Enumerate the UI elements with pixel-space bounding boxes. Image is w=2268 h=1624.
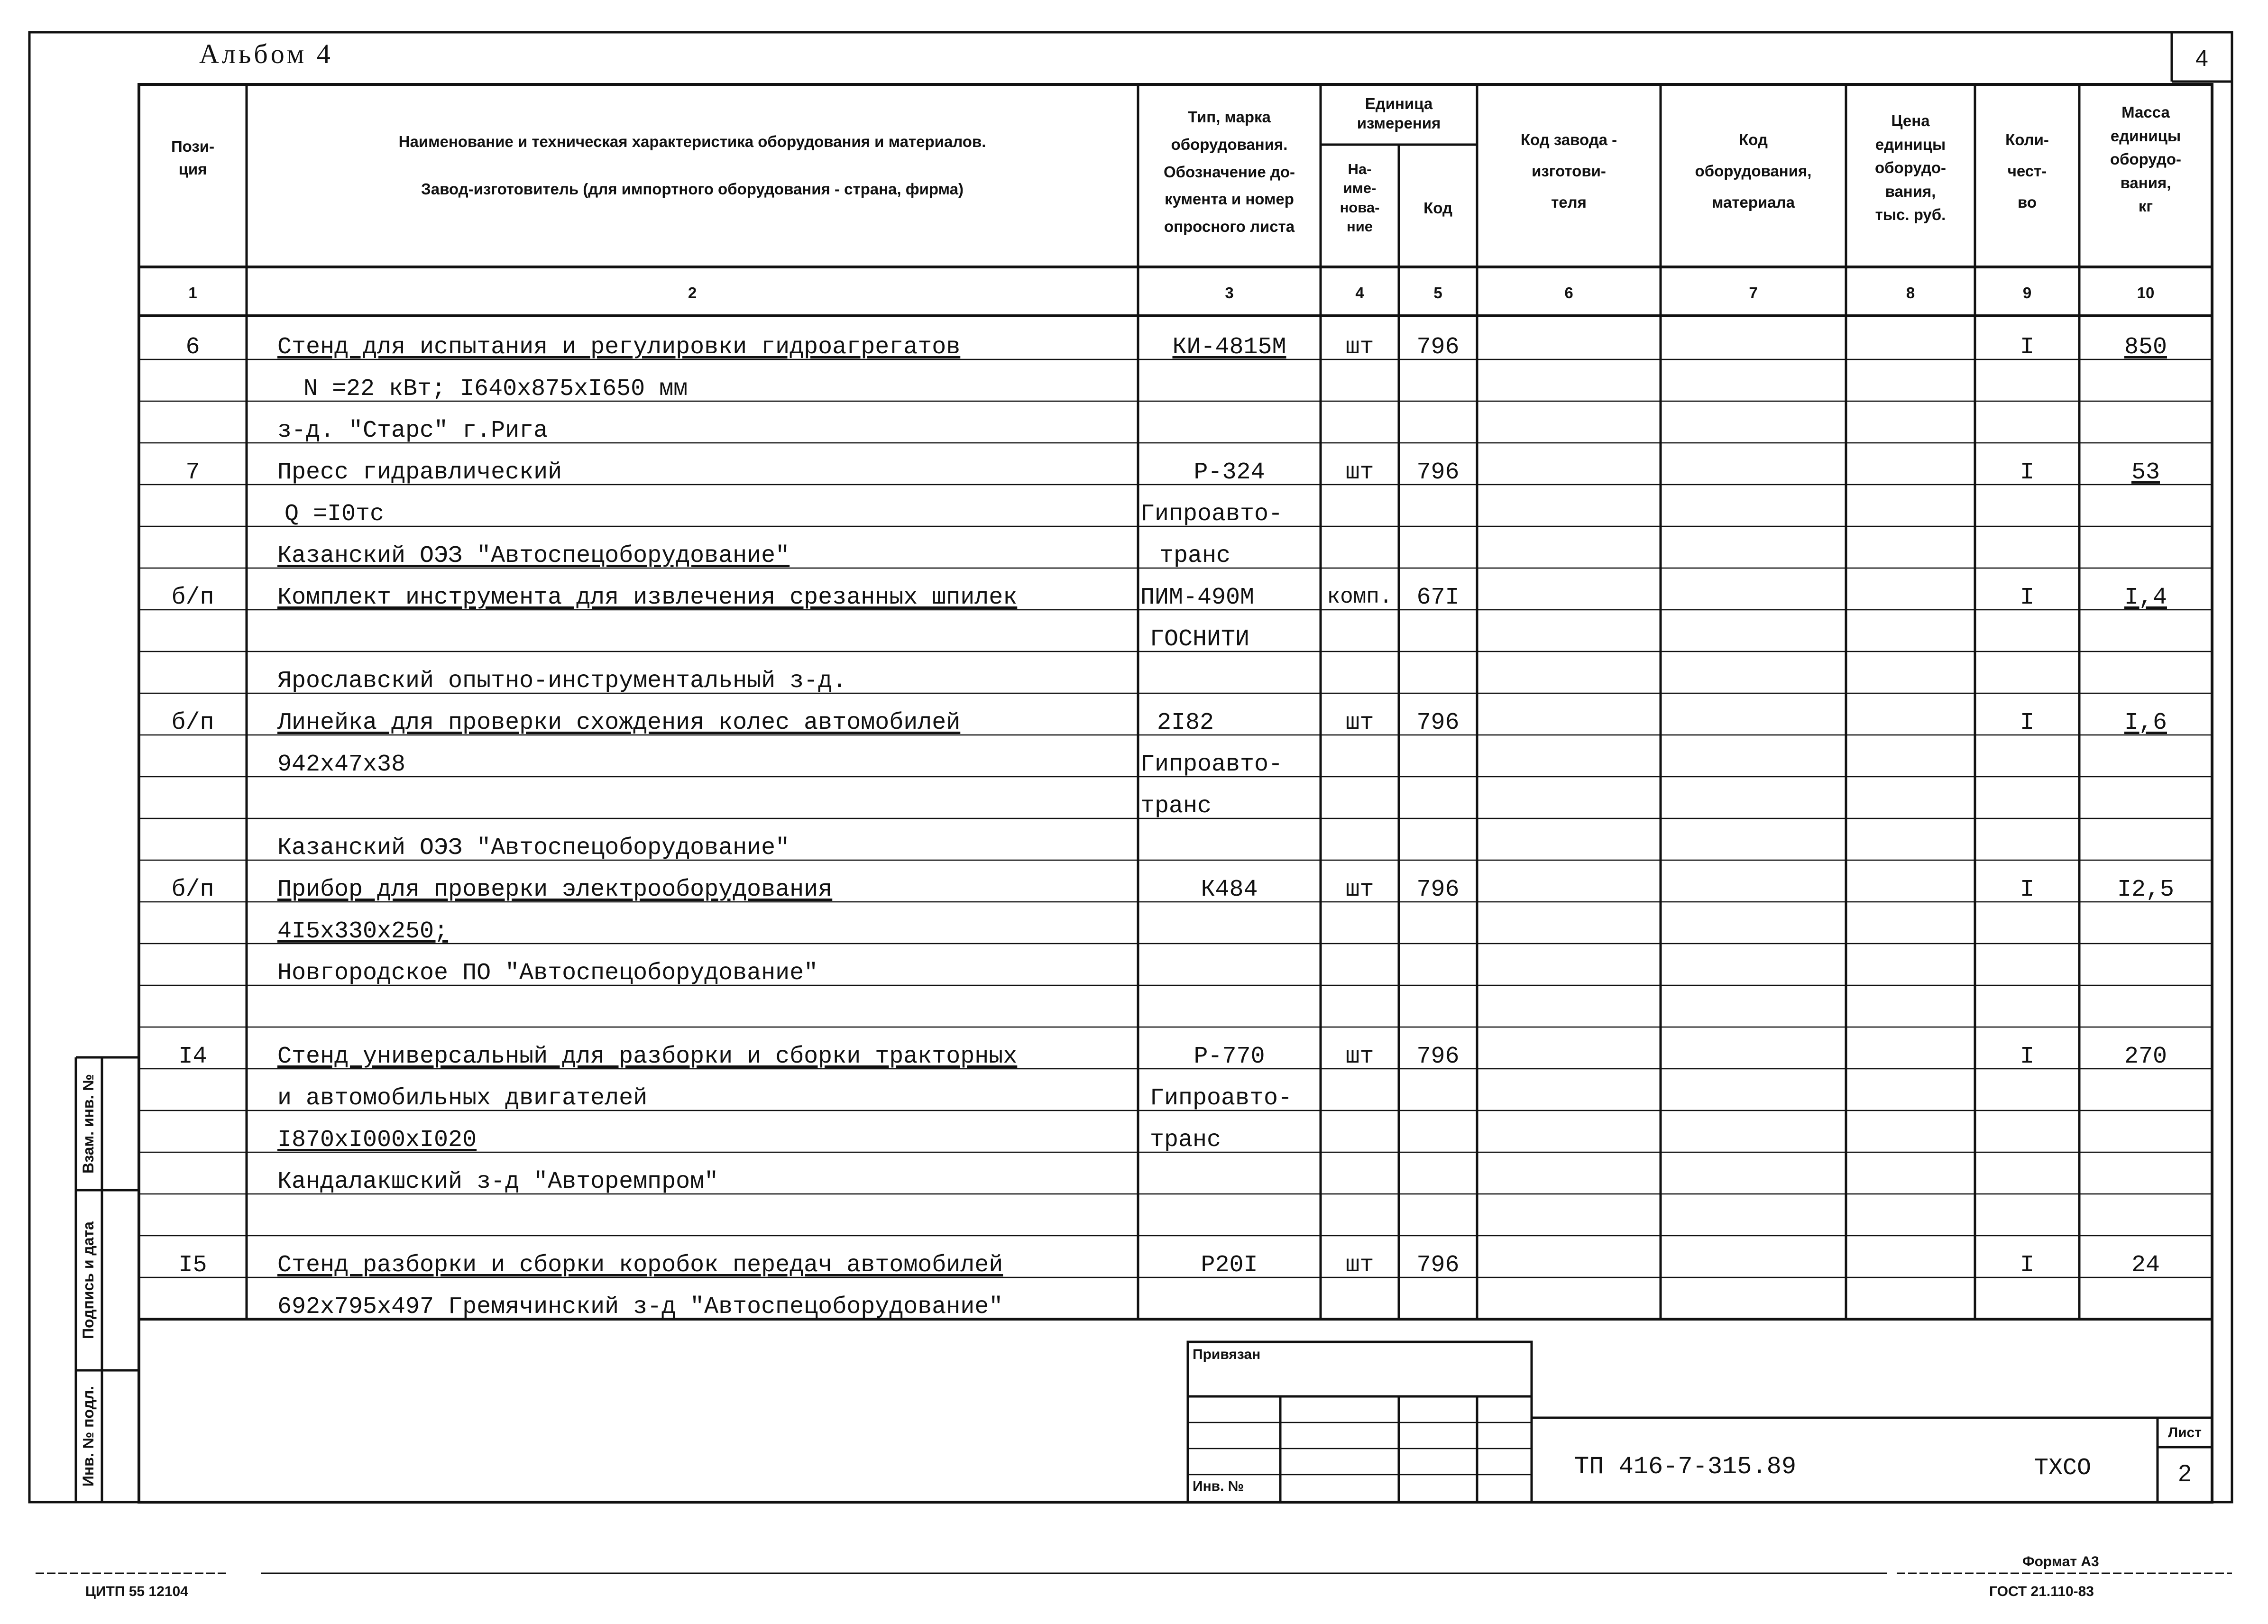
table-cell-type: Гипроавто- <box>1150 1085 1293 1112</box>
column-number: 9 <box>2022 284 2032 302</box>
table-cell-code: 796 <box>1416 1252 1460 1279</box>
document-code: ТП 416-7-315.89 <box>1574 1453 1797 1481</box>
column-number: 7 <box>1749 284 1758 302</box>
table-cell-position: I5 <box>178 1252 207 1279</box>
table-cell-name: Стенд универсальный для разборки и сборки тракторных <box>277 1043 1018 1070</box>
table-cell-position: 7 <box>185 459 200 486</box>
table-cell-mass: 53 <box>2131 459 2160 486</box>
table-cell-code: 796 <box>1416 459 1460 486</box>
table-cell-code: 796 <box>1416 1043 1460 1070</box>
table-cell-type: Гипроавто- <box>1140 501 1283 528</box>
table-cell-type: транс <box>1140 793 1212 820</box>
table-cell-quantity: I <box>2020 459 2034 486</box>
table-cell-type: 2I82 <box>1157 709 1214 736</box>
table-cell-name: Ярославский опытно-инструментальный з-д. <box>277 668 847 695</box>
column-number: 1 <box>188 284 197 302</box>
header-name-line1: Наименование и техническая характеристика оборудования и материалов. <box>398 133 986 150</box>
table-cell-position: 6 <box>185 334 200 361</box>
table-cell-code: 796 <box>1416 334 1460 361</box>
table-cell-quantity: I <box>2020 1252 2034 1279</box>
sheet-label: Лист <box>2168 1425 2202 1440</box>
table-cell-position: I4 <box>178 1043 207 1070</box>
table-cell-type: КИ-4815М <box>1172 334 1286 361</box>
table-cell-name: Казанский ОЭЗ "Автоспецоборудование" <box>277 542 790 569</box>
footer-format: Формат А3 <box>2022 1554 2099 1569</box>
stamp-privyazan: Привязан <box>1193 1347 1261 1362</box>
column-number: 10 <box>2137 284 2155 302</box>
table-cell-name: Пресс гидравлический <box>277 459 562 486</box>
table-cell-mass: 270 <box>2124 1043 2167 1070</box>
table-cell-type: Р-324 <box>1194 459 1265 486</box>
table-cell-type: К484 <box>1201 876 1258 903</box>
table-cell-code: 67I <box>1416 584 1460 611</box>
header-type: Тип, марка оборудования. Обозначение до- кумента и номер опросного листа <box>1164 108 1295 235</box>
footer-tsitp: ЦИТП 55 12104 <box>85 1584 188 1599</box>
table-cell-code: 796 <box>1416 709 1460 736</box>
table-cell-name: з-д. "Старс" г.Рига <box>277 417 548 444</box>
header-unit-name: На- име- нова- ние <box>1340 161 1380 235</box>
header-quantity: Коли- чест- во <box>2005 131 2049 211</box>
table-cell-name: I870xI000xI020 <box>277 1127 477 1154</box>
table-cell-mass: I2,5 <box>2117 876 2175 903</box>
header-mass: Масса единицы оборудо- вания, кг <box>2110 103 2182 215</box>
column-number: 5 <box>1433 284 1442 302</box>
table-cell-name: и автомобильных двигателей <box>277 1085 648 1112</box>
table-cell-mass: 850 <box>2124 334 2167 361</box>
side-label-podpis: Подпись и дата <box>80 1221 97 1339</box>
table-cell-name: Кандалакшский з-д "Авторемпром" <box>277 1168 719 1195</box>
table-cell-code: 796 <box>1416 876 1460 903</box>
document-mark: ТХСО <box>2034 1455 2092 1482</box>
footer-gost: ГОСТ 21.110-83 <box>1989 1584 2094 1599</box>
table-cell-name: 4I5x330x250; <box>277 918 449 945</box>
table-cell-unit: шт <box>1345 709 1374 736</box>
table-cell-quantity: I <box>2020 1043 2034 1070</box>
table-cell-position: б/п <box>171 709 214 736</box>
header-name-line2: Завод-изготовитель (для импортного оборудования - страна, фирма) <box>421 180 964 198</box>
table-cell-name: Новгородское ПО "Автоспецоборудование" <box>277 960 818 987</box>
table-cell-name: Комплект инструмента для извлечения срезанных шпилек <box>277 584 1018 611</box>
table-cell-position: б/п <box>171 584 214 611</box>
table-cell-unit: шт <box>1345 876 1374 903</box>
stamp-inv-no: Инв. № <box>1193 1478 1244 1494</box>
table-cell-quantity: I <box>2020 709 2034 736</box>
table-cell-type: Р-770 <box>1194 1043 1265 1070</box>
header-unit-code: Код <box>1423 199 1452 217</box>
table-cell-name: Казанский ОЭЗ "Автоспецоборудование" <box>277 835 790 862</box>
table-cell-type: транс <box>1150 1127 1221 1154</box>
table-cell-unit: шт <box>1345 1043 1374 1070</box>
table-cell-type: ГОСНИТИ <box>1150 626 1250 653</box>
header-price: Цена единицы оборудо- вания, тыс. руб. <box>1874 112 1947 223</box>
table-cell-unit: шт <box>1345 334 1374 361</box>
table-cell-name: 692x795x497 Гремячинский з-д "Автоспецоборудование" <box>277 1294 1003 1321</box>
sheet-number: 2 <box>2178 1460 2192 1486</box>
table-cell-mass: I,6 <box>2124 709 2167 736</box>
column-number: 8 <box>1906 284 1915 302</box>
album-title: Альбом 4 <box>199 38 333 69</box>
table-cell-name: Прибор для проверки электрооборудования <box>277 876 833 903</box>
table-cell-mass: 24 <box>2131 1252 2160 1279</box>
column-number: 3 <box>1225 284 1234 302</box>
table-cell-name: N =22 кВт; I640x875xI650 мм <box>303 376 688 403</box>
table-cell-quantity: I <box>2020 334 2034 361</box>
table-cell-type: ПИМ-490М <box>1140 584 1255 611</box>
header-equipment-code: Код оборудования, материала <box>1695 131 1812 211</box>
side-label-inv-podl: Инв. № подл. <box>80 1385 97 1487</box>
table-cell-unit: шт <box>1345 1252 1374 1279</box>
table-cell-name: 942x47x38 <box>277 751 406 778</box>
table-cell-type: Р20I <box>1201 1252 1258 1279</box>
column-number: 6 <box>1564 284 1573 302</box>
table-cell-type: транс <box>1159 542 1231 569</box>
table-cell-unit: шт <box>1345 459 1374 486</box>
table-cell-position: б/п <box>171 876 214 903</box>
page-number: 4 <box>2195 46 2208 71</box>
table-cell-type: Гипроавто- <box>1140 751 1283 778</box>
table-cell-unit: комп. <box>1327 585 1393 609</box>
side-label-vzam: Взам. инв. № <box>80 1074 97 1174</box>
table-cell-quantity: I <box>2020 876 2034 903</box>
table-cell-name: Q =I0тс <box>285 501 385 528</box>
header-factory-code: Код завода - изготови- теля <box>1520 131 1617 211</box>
table-cell-name: Линейка для проверки схождения колес автомобилей <box>277 709 961 736</box>
table-cell-name: Стенд для испытания и регулировки гидроагрегатов <box>277 334 961 361</box>
column-number: 2 <box>688 284 697 302</box>
table-cell-quantity: I <box>2020 584 2034 611</box>
table-cell-name: Стенд разборки и сборки коробок передач автомобилей <box>277 1252 1003 1279</box>
header-unit-group: Единица измерения <box>1357 95 1441 132</box>
column-number: 4 <box>1355 284 1364 302</box>
table-cell-mass: I,4 <box>2124 584 2167 611</box>
header-position: Пози- ция <box>171 138 215 178</box>
